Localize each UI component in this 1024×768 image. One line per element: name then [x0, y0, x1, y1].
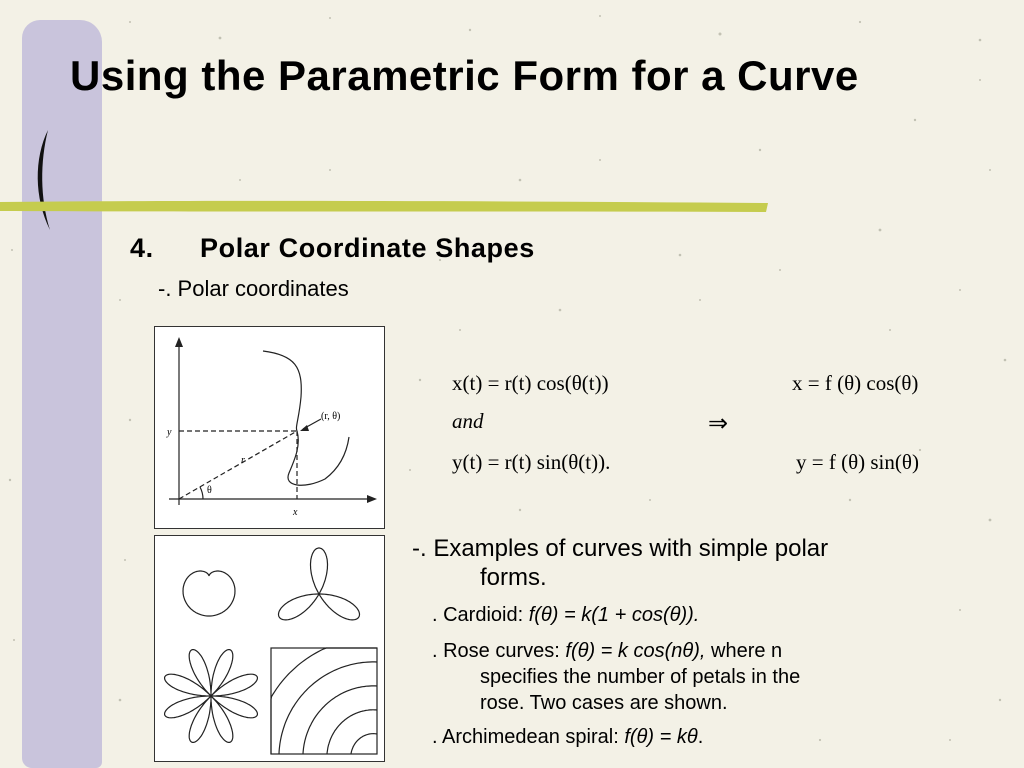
implies-symbol: ⇒ — [708, 411, 729, 437]
polar-diagram — [155, 327, 384, 528]
x-axis-arrow — [367, 495, 377, 503]
r-label: r — [241, 455, 245, 466]
rose-curve-eight-petals — [165, 650, 258, 743]
examples-intro: -. Examples of curves with simple polar forms. — [412, 535, 829, 591]
sub-bullet-polar: -. Polar coordinates — [158, 276, 349, 301]
rose-curve-three-petals — [279, 548, 360, 620]
rose-item: . Rose curves: f(θ) = k cos(nθ), where n specifies the number of petals in the rose. Two cases are shown. — [432, 640, 801, 714]
equation-y-param: y(t) = r(t) sin(θ(t)). — [452, 450, 611, 474]
radius-line — [179, 431, 297, 499]
example-curves — [155, 536, 384, 761]
section-title: Polar Coordinate Shapes — [200, 233, 535, 263]
equation-x-param: x(t) = r(t) cos(θ(t)) — [452, 371, 609, 395]
examples-list — [412, 534, 932, 750]
theta-label: θ — [207, 485, 212, 496]
bracket-decoration — [30, 128, 60, 232]
section-number: 4. — [130, 233, 154, 263]
polar-coordinates-figure — [154, 326, 385, 529]
example-curves-figure — [154, 535, 385, 762]
accent-divider-line — [0, 198, 770, 216]
spiral-item: . Archimedean spiral: f(θ) = kθ. — [432, 726, 704, 748]
x-label: x — [293, 507, 298, 518]
cardioid-item: . Cardioid: f(θ) = k(1 + cos(θ)). — [432, 604, 700, 626]
slide-title: Using the Parametric Form for a Curve — [70, 52, 859, 99]
archimedean-spiral — [271, 648, 377, 754]
equation-y-polar: y = f (θ) sin(θ) — [796, 450, 919, 474]
theta-arc — [200, 487, 203, 499]
section-heading — [130, 233, 535, 264]
point-label: (r, θ) — [321, 411, 341, 422]
y-label: y — [167, 427, 172, 438]
equation-and: and — [452, 409, 484, 433]
y-axis-arrow — [175, 337, 183, 347]
cardioid-curve — [183, 571, 235, 616]
equation-x-polar: x = f (θ) cos(θ) — [792, 371, 919, 395]
